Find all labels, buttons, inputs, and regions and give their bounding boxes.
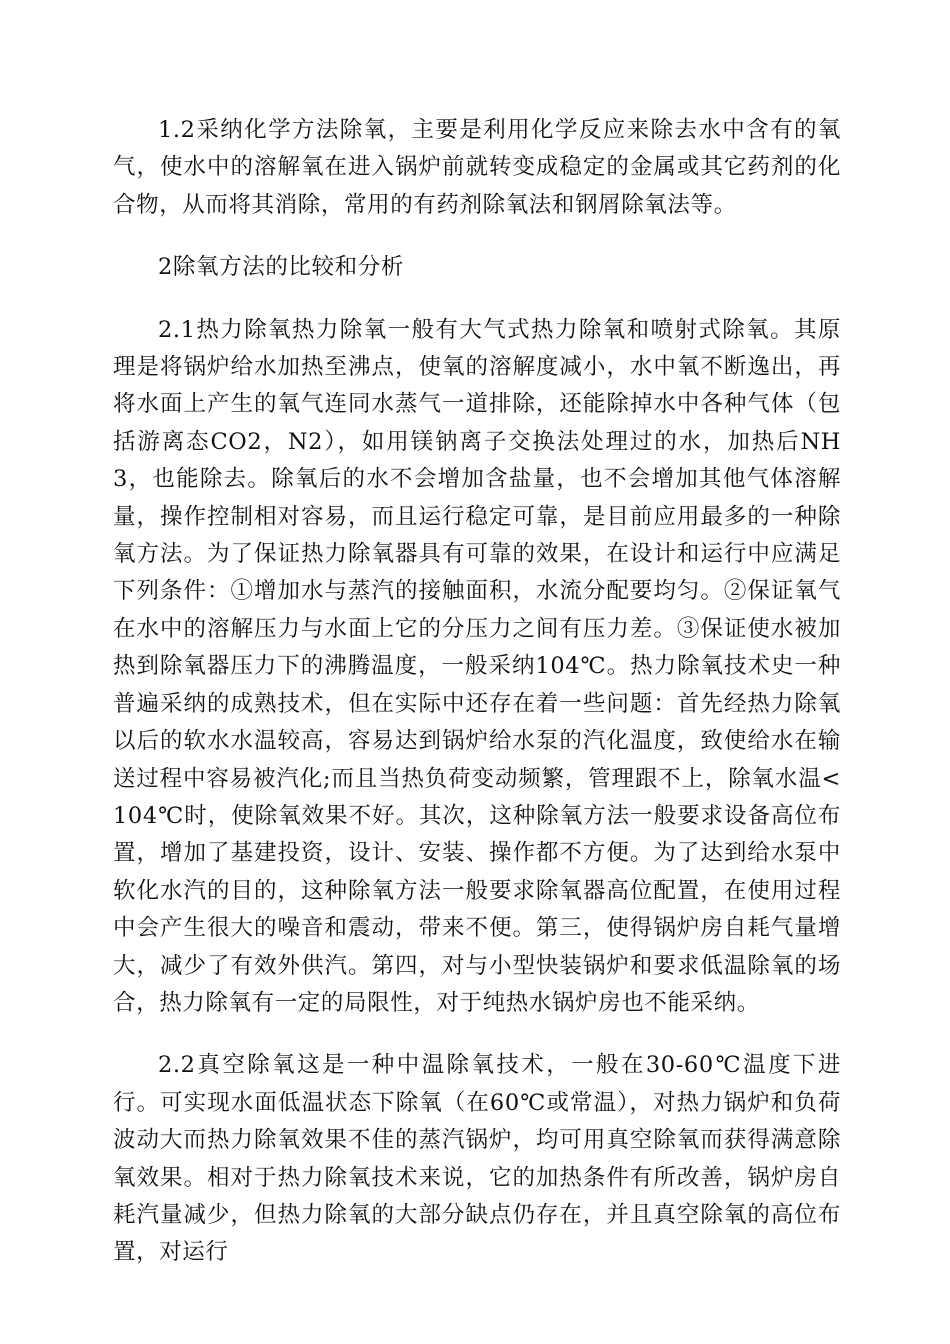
paragraph-gap <box>113 287 841 312</box>
section-heading-comparison: 2除氧方法的比较和分析 <box>158 254 404 281</box>
paragraph-gap <box>113 224 841 249</box>
document-body <box>113 112 841 1272</box>
paragraph-gap <box>113 1022 841 1047</box>
paragraph-vacuum-deoxygenation: 2.2真空除氧这是一种中温除氧技术，一般在30-60℃温度下进行。可实现水面低温状态下除氧（在60℃或常温），对热力锅炉和负荷波动大而热力除氧效果不佳的蒸汽锅炉，均可用真空除氧而获得满意除氧效果。相对于热力除氧技术来说，它的加热条件有所改善，锅炉房自耗汽量减少，但热力除氧的大部分缺点仍存在，并且真空除氧的高位布置，对运行 <box>113 1052 841 1266</box>
paragraph-chemical-deoxygenation: 1.2采纳化学方法除氧，主要是利用化学反应来除去水中含有的氧气，使水中的溶解氧在进入锅炉前就转变成稳定的金属或其它药剂的化合物，从而将其消除，常用的有药剂除氧法和钢屑除氧法等。 <box>113 117 841 218</box>
paragraph-thermal-deoxygenation: 2.1热力除氧热力除氧一般有大气式热力除氧和喷射式除氧。其原理是将锅炉给水加热至沸点，使氧的溶解度减小，水中氧不断逸出，再将水面上产生的氧气连同水蒸气一道排除，还能除掉水中各种气体（包括游离态CO2，N2），如用镁钠离子交换法处理过的水，加热后NH3，也能除去。除氧后的水不会增加含盐量，也不会增加其他气体溶解量，操作控制相对容易，而且运行稳定可靠，是目前应用最多的一种除氧方法。为了保证热力除氧器具有可靠的效果，在设计和运行中应满足下列条件：①增加水与蒸汽的接触面积，水流分配要均匀。②保证氧气在水中的溶解压力与水面上它的分压力之间有压力差。③保证使水被加热到除氧器压力下的沸腾温度，一般采纳104℃。热力除氧技术史一种普遍采纳的成熟技术，但在实际中还存在着一些问题：首先经热力除氧以后的软水水温较高，容易达到锅炉给水泵的汽化温度，致使给水在输送过程中容易被汽化;而且当热负荷变动频繁，管理跟不上，除氧水温<104℃时，使除氧效果不好。其次，这种除氧方法一般要求设备高位布置，增加了基建投资，设计、安装、操作都不方便。为了达到给水泵中软化水汽的目的，这种除氧方法一般要求除氧器高位配置，在使用过程中会产生很大的噪音和震动，带来不便。第三，使得锅炉房自耗气量增大，减少了有效外供汽。第四，对与小型快装锅炉和要求低温除氧的场合，热力除氧有一定的局限性，对于纯热水锅炉房也不能采纳。 <box>113 316 841 1016</box>
